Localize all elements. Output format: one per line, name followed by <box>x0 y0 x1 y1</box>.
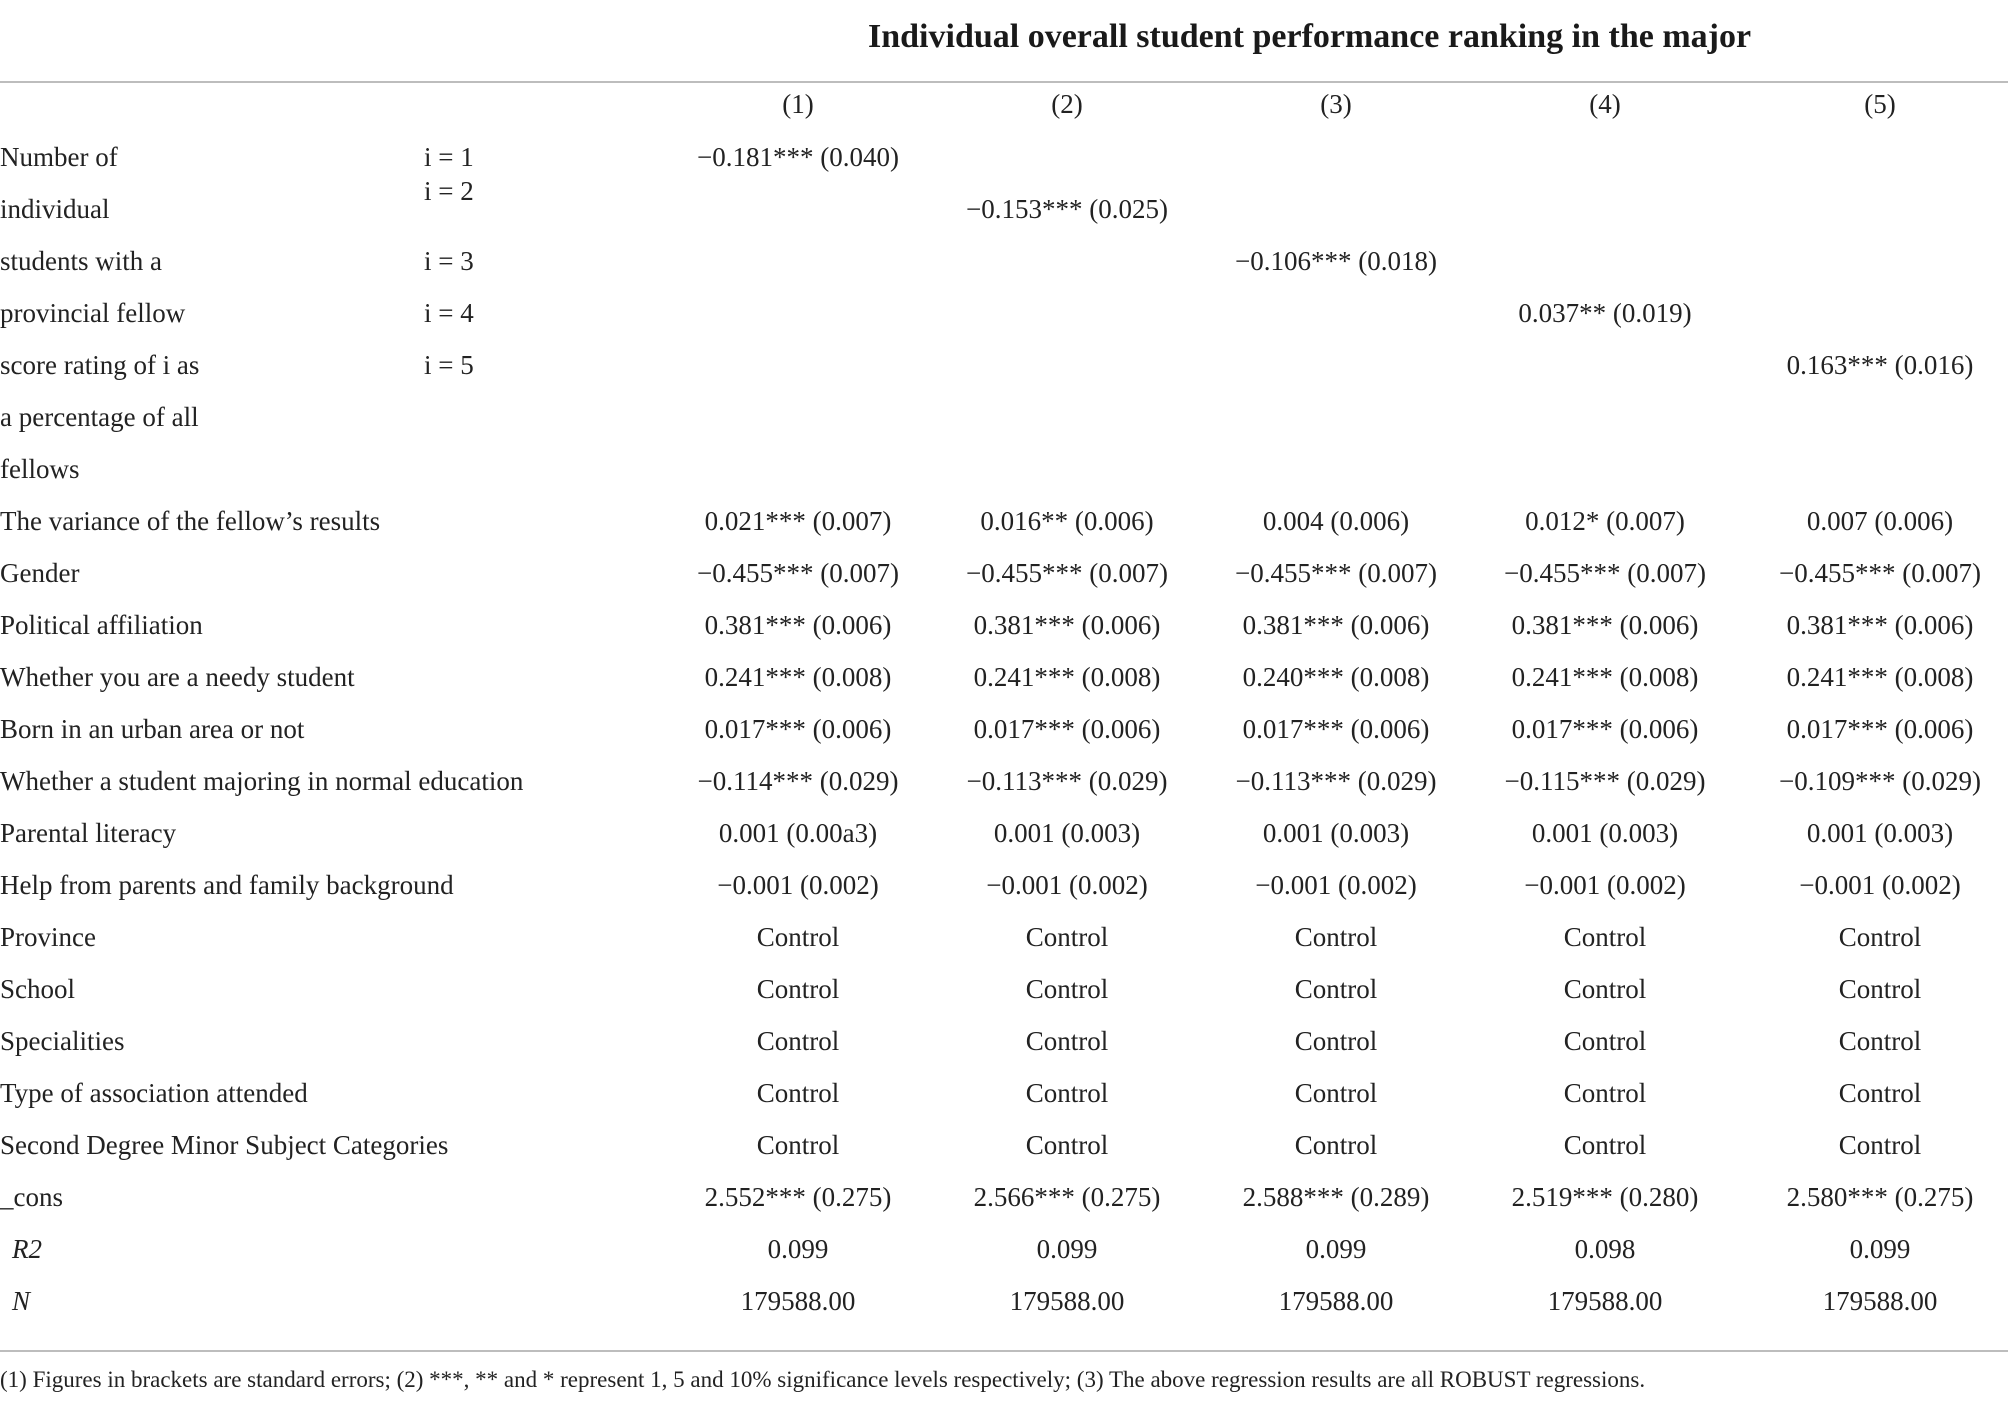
table-cell: −0.455*** (0.007) <box>1504 558 1706 588</box>
table-cell: −0.109*** (0.029) <box>1779 766 1981 796</box>
table-cell: 0.017*** (0.006) <box>1242 714 1430 744</box>
table-cell: 0.381*** (0.006) <box>973 610 1161 640</box>
table-cell: −0.115*** (0.029) <box>1504 766 1706 796</box>
table-cell: Control <box>756 1130 840 1160</box>
footer-rule <box>0 1350 2008 1352</box>
table-cell: 0.001 (0.003) <box>1806 818 1954 848</box>
table-cell: 0.007 (0.006) <box>1806 506 1954 536</box>
group-label-line: a percentage of all <box>0 402 199 432</box>
row-label: Whether a student majoring in normal education <box>0 766 524 796</box>
row-label: _cons <box>0 1182 63 1212</box>
row-label: Political affiliation <box>0 610 203 640</box>
table-cell: Control <box>756 922 840 952</box>
column-header: (5) <box>1864 89 1896 119</box>
table-cell: Control <box>1025 1078 1109 1108</box>
table-cell: −0.106*** (0.018) <box>1235 246 1437 276</box>
table-cell: Control <box>1838 1078 1922 1108</box>
table-cell: −0.455*** (0.007) <box>1235 558 1437 588</box>
table-cell: −0.153*** (0.025) <box>966 194 1168 224</box>
row-label: Whether you are a needy student <box>0 662 355 692</box>
table-cell: −0.001 (0.002) <box>1255 870 1417 900</box>
table-cell: 0.001 (0.003) <box>1531 818 1679 848</box>
table-cell: 0.001 (0.00a3) <box>718 818 878 848</box>
table-cell: Control <box>1025 1026 1109 1056</box>
group-label-line: individual <box>0 194 110 224</box>
row-label: Type of association attended <box>0 1078 308 1108</box>
table-cell: 2.588*** (0.289) <box>1242 1182 1430 1212</box>
table-cell: Control <box>1025 1130 1109 1160</box>
table-cell: 2.580*** (0.275) <box>1786 1182 1974 1212</box>
table-cell: 0.099 <box>1305 1234 1367 1264</box>
row-label: Second Degree Minor Subject Categories <box>0 1130 449 1160</box>
column-header: (1) <box>782 89 814 119</box>
group-label-line: score rating of i as <box>0 350 200 380</box>
table-cell: 0.381*** (0.006) <box>704 610 892 640</box>
row-label: N <box>12 1286 31 1316</box>
table-cell: Control <box>1838 1130 1922 1160</box>
table-cell: 0.037** (0.019) <box>1518 298 1692 328</box>
table-cell: 0.240*** (0.008) <box>1242 662 1430 692</box>
table-cell: 0.001 (0.003) <box>993 818 1141 848</box>
group-label-line: students with a <box>0 246 162 276</box>
table-cell: Control <box>1025 974 1109 1004</box>
row-label: Born in an urban area or not <box>0 714 305 744</box>
table-cell: 0.163*** (0.016) <box>1786 350 1974 380</box>
table-cell: 179588.00 <box>1547 1286 1663 1316</box>
group-label-line: Number of <box>0 142 118 172</box>
table-cell: Control <box>1294 974 1378 1004</box>
row-label: Gender <box>0 558 80 588</box>
table-cell: 0.241*** (0.008) <box>973 662 1161 692</box>
row-label: Help from parents and family background <box>0 870 454 900</box>
table-cell: 0.021*** (0.007) <box>704 506 892 536</box>
table-cell: Control <box>1294 922 1378 952</box>
table-cell: Control <box>756 974 840 1004</box>
table-cell: 0.241*** (0.008) <box>1786 662 1974 692</box>
table-cell: Control <box>1563 1026 1647 1056</box>
table-cell: 0.099 <box>1036 1234 1098 1264</box>
table-cell: −0.001 (0.002) <box>1524 870 1686 900</box>
table-cell: −0.113*** (0.029) <box>966 766 1168 796</box>
table-title: Individual overall student performance ranking in the major <box>868 18 1752 55</box>
table-cell: 2.552*** (0.275) <box>704 1182 892 1212</box>
table-cell: Control <box>1294 1026 1378 1056</box>
i-label: i = 1 <box>424 142 474 172</box>
table-cell: 2.566*** (0.275) <box>973 1182 1161 1212</box>
table-cell: −0.181*** (0.040) <box>697 142 899 172</box>
table-cell: 0.017*** (0.006) <box>973 714 1161 744</box>
table-cell: −0.455*** (0.007) <box>966 558 1168 588</box>
table-cell: 0.017*** (0.006) <box>1511 714 1699 744</box>
table-footnote: (1) Figures in brackets are standard errors; (2) ***, ** and * represent 1, 5 and 10% significance levels respectively; (3) The above regression results are all ROBUST regressions. <box>0 1367 1646 1392</box>
table-cell: 0.012* (0.007) <box>1525 506 1685 536</box>
table-cell: Control <box>1025 922 1109 952</box>
table-cell: Control <box>1294 1078 1378 1108</box>
table-cell: −0.001 (0.002) <box>717 870 879 900</box>
table-cell: 0.381*** (0.006) <box>1511 610 1699 640</box>
table-cell: Control <box>1294 1130 1378 1160</box>
table-cell: 0.381*** (0.006) <box>1242 610 1430 640</box>
i-label: i = 2 <box>424 176 474 206</box>
row-label: Parental literacy <box>0 818 177 848</box>
table-cell: Control <box>1838 1026 1922 1056</box>
row-label: The variance of the fellow’s results <box>0 506 381 536</box>
table-cell: 179588.00 <box>740 1286 856 1316</box>
table-cell: −0.114*** (0.029) <box>697 766 899 796</box>
table-cell: 0.381*** (0.006) <box>1786 610 1974 640</box>
group-label-line: fellows <box>0 454 80 484</box>
group-label-line: provincial fellow <box>0 298 186 328</box>
table-cell: Control <box>1563 974 1647 1004</box>
table-cell: −0.455*** (0.007) <box>697 558 899 588</box>
table-cell: Control <box>756 1026 840 1056</box>
row-label: Specialities <box>0 1026 125 1056</box>
table-cell: 0.241*** (0.008) <box>704 662 892 692</box>
i-label: i = 5 <box>424 350 474 380</box>
column-header: (3) <box>1320 89 1352 119</box>
table-cell: 0.241*** (0.008) <box>1511 662 1699 692</box>
table-cell: −0.001 (0.002) <box>986 870 1148 900</box>
column-header: (4) <box>1589 89 1621 119</box>
row-label: Province <box>0 922 96 952</box>
table-cell: 0.098 <box>1574 1234 1636 1264</box>
table-cell: 179588.00 <box>1278 1286 1394 1316</box>
i-label: i = 4 <box>424 298 474 328</box>
table-cell: −0.113*** (0.029) <box>1235 766 1437 796</box>
table-cell: Control <box>1563 922 1647 952</box>
table-cell: Control <box>1563 1078 1647 1108</box>
table-cell: 0.004 (0.006) <box>1262 506 1410 536</box>
table-cell: −0.455*** (0.007) <box>1779 558 1981 588</box>
row-label: School <box>0 974 76 1004</box>
table-cell: 0.016** (0.006) <box>980 506 1154 536</box>
table-cell: 179588.00 <box>1009 1286 1125 1316</box>
header-rule <box>0 81 2008 83</box>
table-cell: 0.001 (0.003) <box>1262 818 1410 848</box>
table-cell: 0.017*** (0.006) <box>704 714 892 744</box>
table-cell: Control <box>756 1078 840 1108</box>
table-cell: Control <box>1838 922 1922 952</box>
table-cell: Control <box>1838 974 1922 1004</box>
table-cell: 0.099 <box>767 1234 829 1264</box>
table-cell: Control <box>1563 1130 1647 1160</box>
row-label: R2 <box>12 1234 42 1264</box>
table-cell: 0.017*** (0.006) <box>1786 714 1974 744</box>
table-cell: −0.001 (0.002) <box>1799 870 1961 900</box>
i-label: i = 3 <box>424 246 474 276</box>
column-header: (2) <box>1051 89 1083 119</box>
table-cell: 179588.00 <box>1822 1286 1938 1316</box>
table-cell: 0.099 <box>1849 1234 1911 1264</box>
table-cell: 2.519*** (0.280) <box>1511 1182 1699 1212</box>
